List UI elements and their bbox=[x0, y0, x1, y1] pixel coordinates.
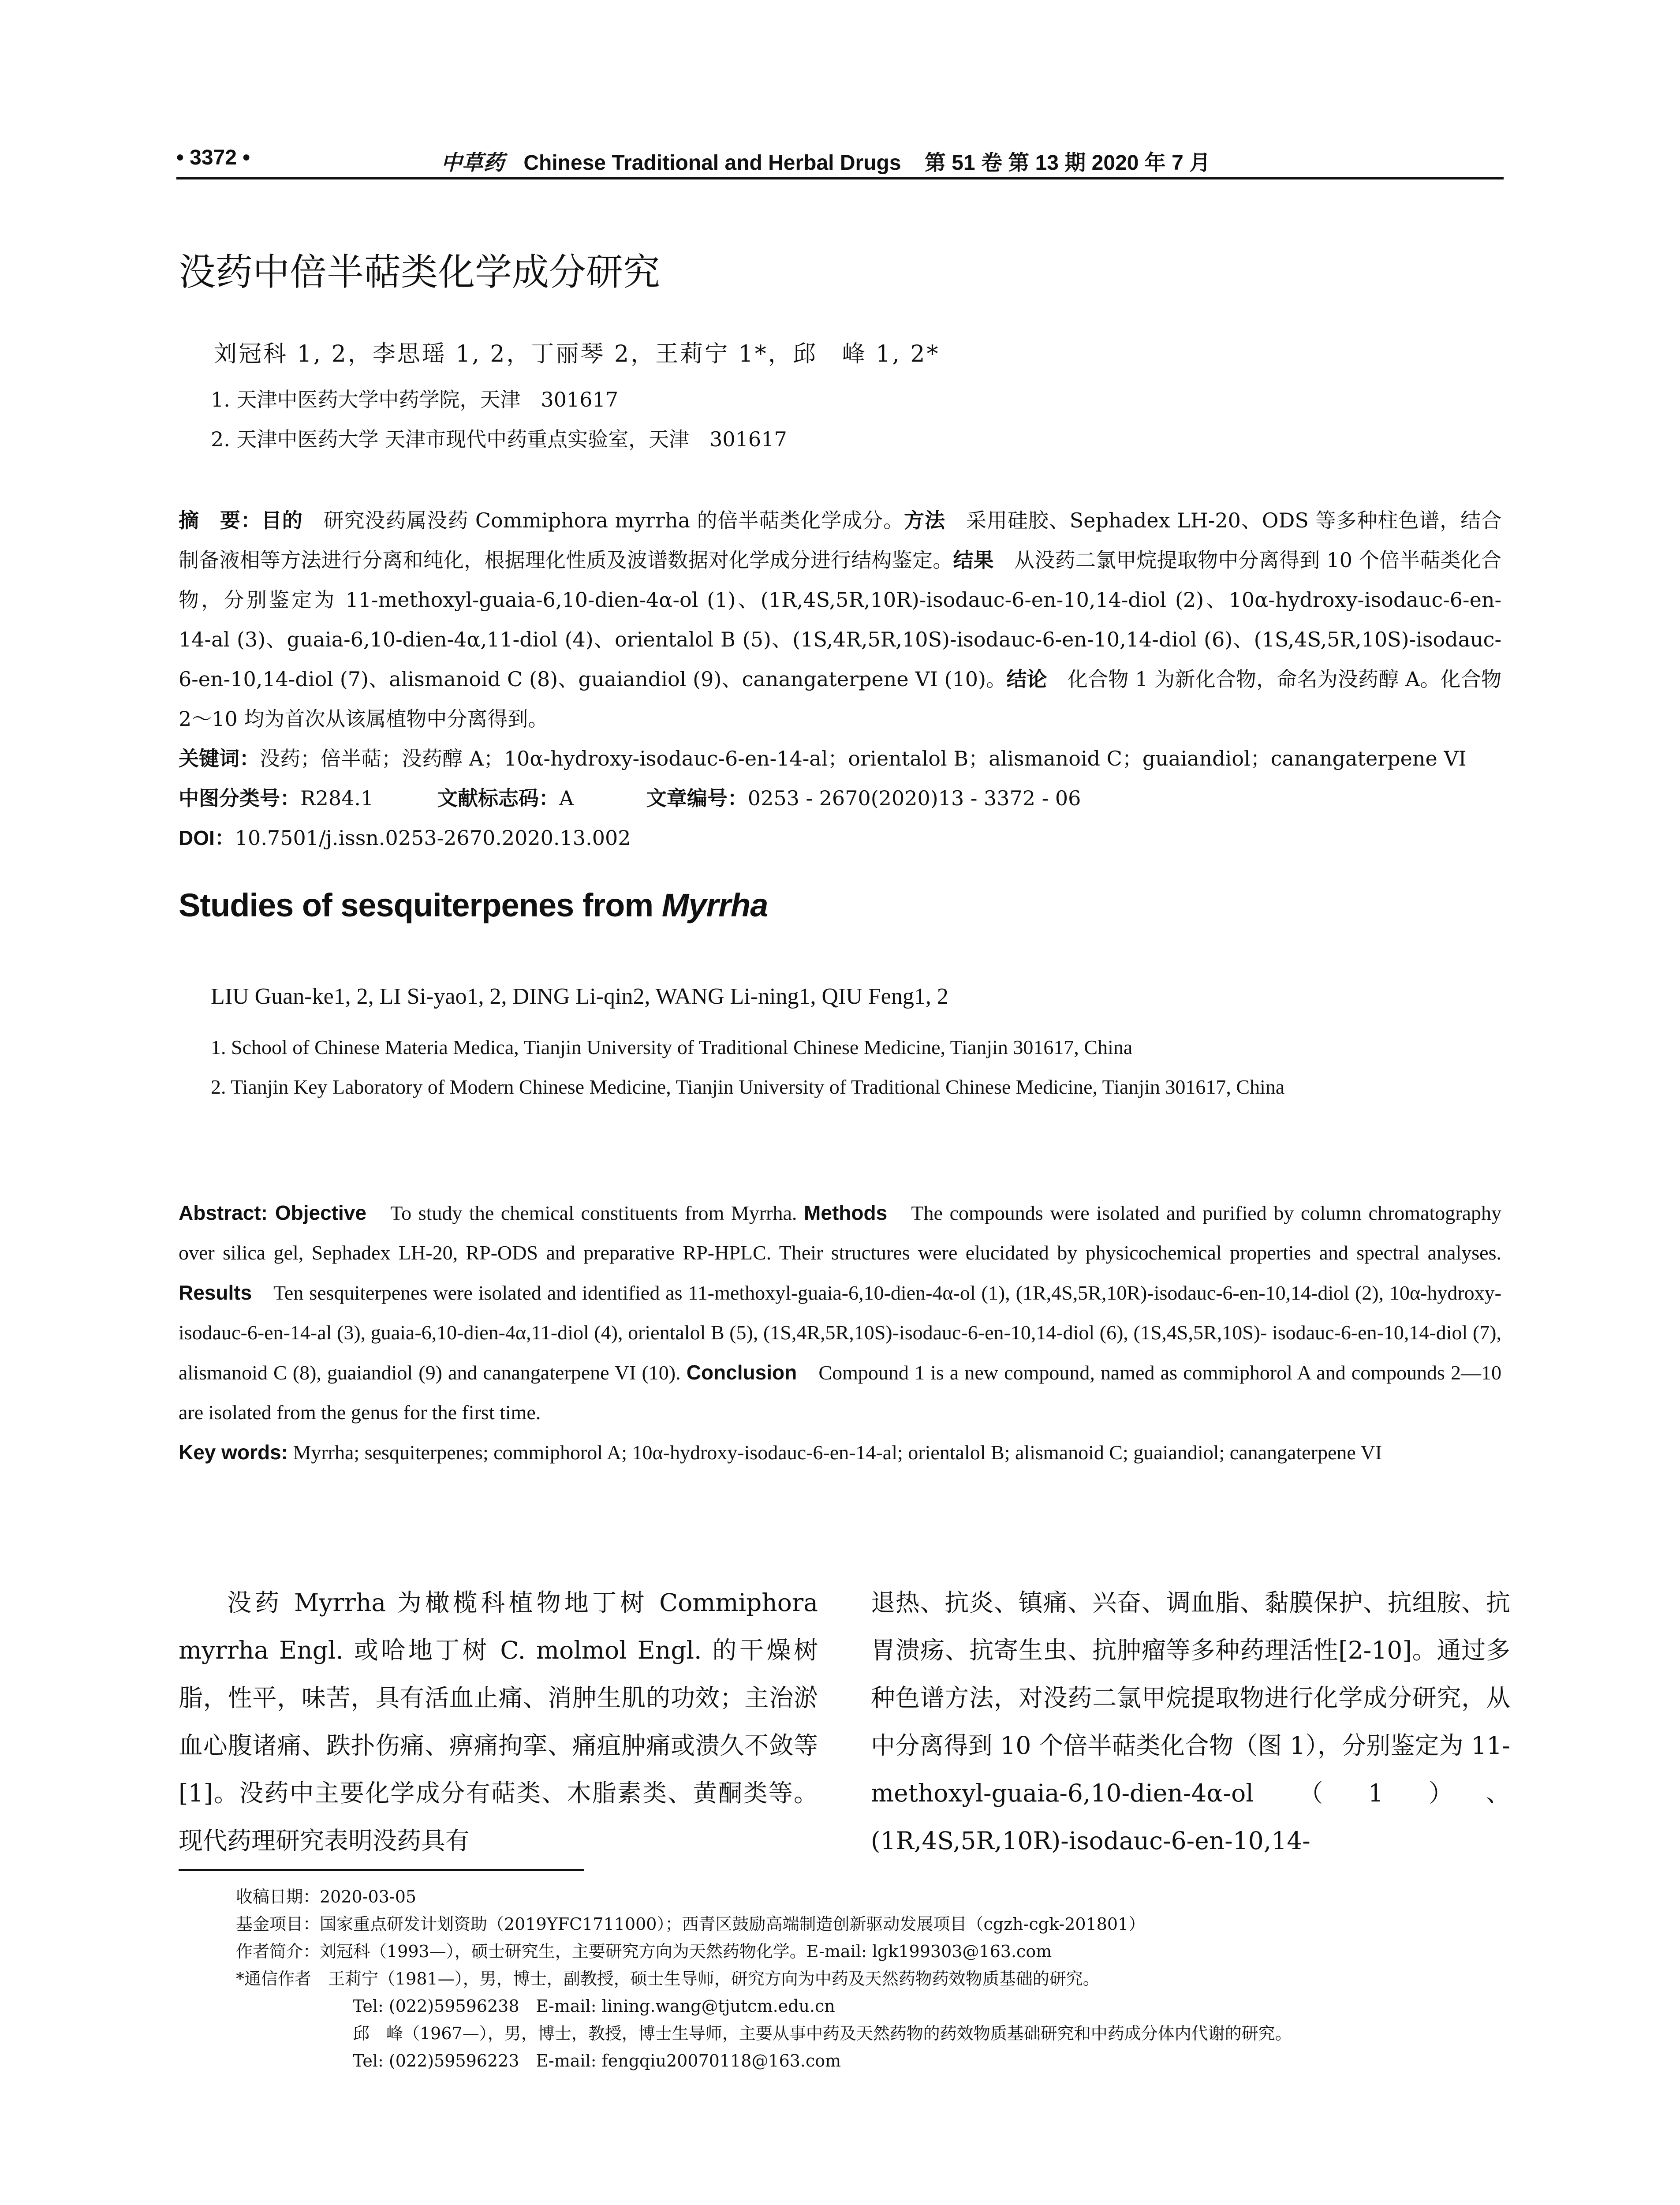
footnotes bbox=[236, 1883, 1292, 2074]
footnote-received: 收稿日期：2020-03-05 bbox=[236, 1887, 417, 1906]
en-affiliation-1: 1. School of Chinese Materia Medica, Tianjin University of Traditional Chinese Medicine, Tianjin 301617, China bbox=[211, 1036, 1133, 1058]
en-abstract-text: Abstract: Objective To study the chemical constituents from Myrrha. Methods The compounds were isolated and purified by column chromatography over silica gel, Sephadex LH-20, RP-ODS and preparative RP-HPLC. Their structures were elucidated by physicochemical properties and spectral analyses. Results Ten sesquiterpenes were isolated and identified as 11-methoxyl-guaia-6,10-dien-4α-ol (1), (1R,4S,5R,10R)-isodauc-6-en-10,14-diol (2), 10α-hydroxy-isodauc-6-en-14-al (3), guaia-6,10-dien-4α,11-diol (4), orientalol B (5), (1S,4R,5R,10S)-isodauc-6-en-10,14-diol (6), (1S,4S,5R,10S)- isodauc-6-en-10,14-diol (7), alismanoid C (8), guaiandiol (9) and canangaterpene VI (10). Conclusion Compound 1 is a new compound, named as commiphorol A and compounds 2—10 are isolated from the genus for the first time. bbox=[179, 1201, 1502, 1424]
journal-name-en: Chinese Traditional and Herbal Drugs bbox=[523, 151, 901, 175]
en-abstract bbox=[179, 1193, 1501, 1472]
cn-affiliation-1: 1. 天津中医药大学中药学院，天津 301617 bbox=[211, 388, 619, 411]
body-column-right: 退热、抗炎、镇痛、兴奋、调血脂、黏膜保护、抗组胺、抗胃溃疡、抗寄生虫、抗肿瘤等多种药理活性[2-10]。通过多种色谱方法，对没药二氯甲烷提取物进行化学成分研究，从中分离得到 10 个倍半萜类化合物（图 1），分别鉴定为 11-methoxyl-guaia-6,10-dien-4α-ol（1）、(1R,4S,5R,10R)-isodauc-6-en-10,14- bbox=[871, 1588, 1510, 1855]
cn-authors: 刘冠科 1, 2，李思瑶 1, 2，丁丽琴 2，王莉宁 1*，邱 峰 1, 2* bbox=[214, 341, 940, 367]
issue-info: 第 51 卷 第 13 期 2020 年 7 月 bbox=[924, 151, 1211, 175]
cn-keywords: 关键词：没药；倍半萜；没药醇 A；10α-hydroxy-isodauc-6-en-14-al；orientalol B；alismanoid C；guaiandiol；canangaterpene VI bbox=[179, 747, 1467, 770]
cn-abstract-text: 摘 要：目的 研究没药属没药 Commiphora myrrha 的倍半萜类化学成分。方法 采用硅胶、Sephadex LH-20、ODS 等多种柱色谱，结合制备液相等方法进行分离和纯化，根据理化性质及波谱数据对化学成分进行结构鉴定。结果 从没药二氯甲烷提取物中分离得到 10 个倍半萜类化合物，分别鉴定为 11-methoxyl-guaia-6,10-dien-4α-ol (1)、(1R,4S,5R,10R)-isodauc-6-en-10,14-diol (2)、10α-hydroxy-isodauc-6-en-14-al (3)、guaia-6,10-dien-4α,11-diol (4)、orientalol B (5)、(1S,4R,5R,10S)-isodauc-6-en-10,14-diol (6)、(1S,4S,5R,10S)-isodauc-6-en-10,14-diol (7)、alismanoid C (8)、guaiandiol (9)、canangaterpene VI (10)。结论 化合物 1 为新化合物，命名为没药醇 A。化合物 2～10 均为首次从该属植物中分离得到。 bbox=[179, 508, 1502, 731]
footnote-rule bbox=[179, 1869, 584, 1871]
cn-affiliation-2: 2. 天津中医药大学 天津市现代中药重点实验室，天津 301617 bbox=[211, 427, 787, 451]
running-header bbox=[176, 142, 1504, 179]
body-column-left: 没药 Myrrha 为橄榄科植物地丁树 Commiphora myrrha Engl. 或哈地丁树 C. molmol Engl. 的干燥树脂，性平，味苦，具有活血止痛、消肿生肌的功效；主治淤血心腹诸痛、跌扑伤痛、痹痛拘挛、痛疽肿痛或溃久不敛等[1]。没药中主要化学成分有萜类、木脂素类、黄酮类等。现代药理研究表明没药具有 bbox=[179, 1588, 818, 1855]
footnote-funding: 基金项目：国家重点研发计划资助（2019YFC1711000）；西青区鼓励高端制造创新驱动发展项目（cgzh-cgk-201801） bbox=[236, 1914, 1146, 1934]
en-title: Studies of sesquiterpenes from Myrrha bbox=[179, 887, 768, 923]
en-authors: LIU Guan-ke1, 2, LI Si-yao1, 2, DING Li-qin2, WANG Li-ning1, QIU Feng1, 2 bbox=[211, 984, 948, 1009]
en-affiliation-2: 2. Tianjin Key Laboratory of Modern Chinese Medicine, Tianjin University of Traditional Chinese Medicine, Tianjin 301617, China bbox=[211, 1076, 1285, 1098]
footnote-author-bio: 作者简介：刘冠科（1993—），硕士研究生，主要研究方向为天然药物化学。E-mail: lgk199303@163.com bbox=[236, 1942, 1052, 1961]
doi: DOI：10.7501/j.issn.0253-2670.2020.13.002 bbox=[179, 826, 631, 850]
cn-abstract bbox=[179, 501, 1501, 858]
footnote-corresponding-1: *通信作者 王莉宁（1981—），男，博士，副教授，硕士生导师，研究方向为中药及天然药物药效物质基础的研究。 bbox=[236, 1969, 1100, 1988]
journal-name-cn: 中草药 bbox=[441, 150, 505, 175]
en-keywords: Key words: Myrrha; sesquiterpenes; commiphorol A; 10α-hydroxy-isodauc-6-en-14-al; orientalol B; alismanoid C; guaiandiol; canangaterpene VI bbox=[179, 1441, 1382, 1464]
footnote-corresponding-2: 邱 峰（1967—），男，博士，教授，博士生导师，主要从事中药及天然药物的药效物质基础研究和中药成分体内代谢的研究。 bbox=[353, 2024, 1292, 2043]
footnote-contact-2: Tel: (022)59596223 E-mail: fengqiu20070118@163.com bbox=[353, 2051, 841, 2070]
cn-title: 没药中倍半萜类化学成分研究 bbox=[179, 250, 661, 294]
page-number: • 3372 • bbox=[176, 146, 250, 169]
cn-classification: 中图分类号：R284.1 文献标志码：A 文章编号：0253 - 2670(2020)13 - 3372 - 06 bbox=[179, 786, 1081, 810]
journal-name bbox=[441, 146, 1210, 176]
footnote-contact-1: Tel: (022)59596238 E-mail: lining.wang@tjutcm.edu.cn bbox=[353, 1996, 835, 2016]
